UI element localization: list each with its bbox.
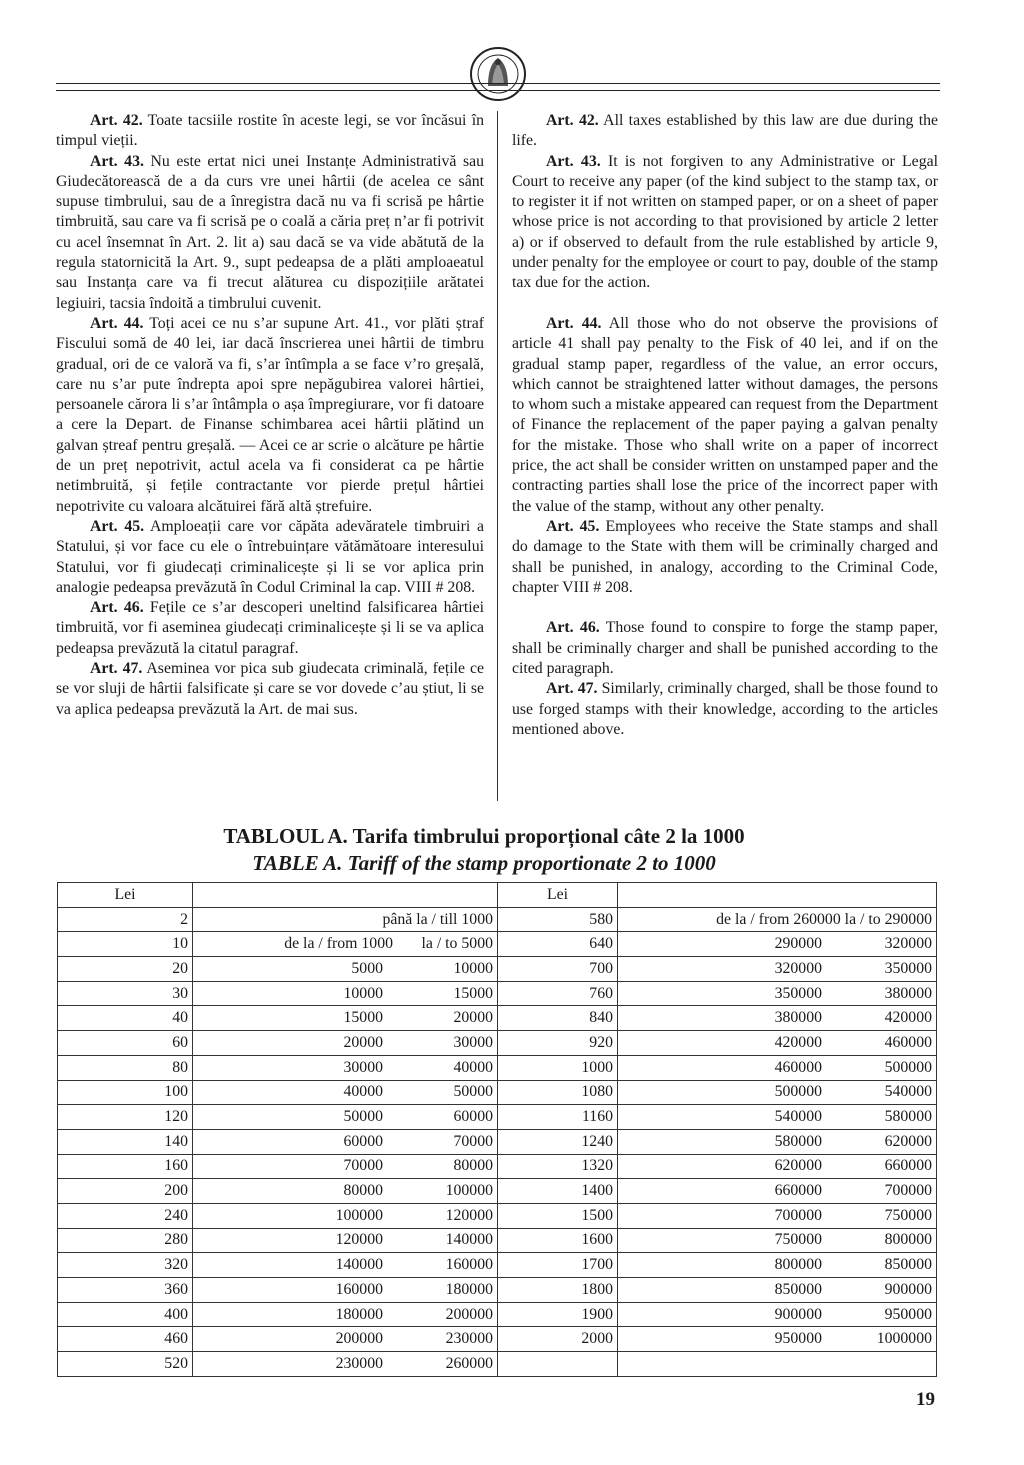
range-from: 380000 bbox=[774, 1009, 822, 1027]
range-to: 660000 bbox=[884, 1157, 932, 1175]
lei-cell: 400 bbox=[58, 1302, 193, 1327]
range-from: 180000 bbox=[335, 1305, 383, 1323]
table-header-row bbox=[58, 883, 937, 908]
article-text: Similarly, criminally charged, shall be those found to use forged stamps with their knowledge, according to the articles mentioned above. bbox=[512, 680, 938, 738]
lei-cell: 20 bbox=[58, 957, 193, 982]
lei-cell: 200 bbox=[58, 1179, 193, 1204]
range-from: 5000 bbox=[351, 959, 383, 977]
table-row bbox=[58, 1179, 937, 1204]
lei-cell: 1240 bbox=[498, 1129, 618, 1154]
tariff-table-body bbox=[58, 907, 937, 1376]
lei-cell bbox=[498, 1352, 618, 1377]
lei-cell: 2000 bbox=[498, 1327, 618, 1352]
range-from: 160000 bbox=[335, 1280, 383, 1298]
range-cell bbox=[193, 981, 498, 1006]
range-to: 70000 bbox=[453, 1132, 493, 1150]
range-to: 580000 bbox=[884, 1108, 932, 1126]
header-rule-bottom bbox=[56, 90, 940, 91]
range-cell bbox=[193, 1080, 498, 1105]
lei-cell: 320 bbox=[58, 1253, 193, 1278]
range-to: 320000 bbox=[884, 935, 932, 953]
table-row bbox=[58, 1203, 937, 1228]
range-cell bbox=[193, 1006, 498, 1031]
table-row bbox=[58, 1253, 937, 1278]
range-from: 320000 bbox=[774, 959, 822, 977]
article-text: Aseminea vor pica sub giudecata criminală, fețile ce se vor sluji de hârtii falsificate și care se vor dovede c’au știut, li se va aplica pedeapsa prevăzută la Art. de mai sus. bbox=[56, 660, 485, 718]
range-cell bbox=[193, 1278, 498, 1303]
range-from: 460000 bbox=[774, 1058, 822, 1076]
range-from: 290000 bbox=[774, 935, 822, 953]
table-row bbox=[58, 1278, 937, 1303]
range-from: 660000 bbox=[774, 1182, 822, 1200]
article-number: Art. 46. bbox=[546, 619, 600, 637]
range-cell: de la / from 260000 la / to 290000 bbox=[618, 907, 937, 932]
range-from: 950000 bbox=[774, 1330, 822, 1348]
range-cell bbox=[618, 1278, 937, 1303]
article-text: Employees who receive the State stamps and shall do damage to the State with them will be criminally charged and shall be punished, in analogy, according to the Criminal Code, chapter VIII # 208. bbox=[512, 517, 939, 596]
range-cell bbox=[618, 957, 937, 982]
range-from: 700000 bbox=[774, 1206, 822, 1224]
range-cell bbox=[618, 1253, 937, 1278]
article-paragraph bbox=[56, 314, 484, 517]
range-cell bbox=[193, 1105, 498, 1130]
table-row bbox=[58, 932, 937, 957]
range-from: 60000 bbox=[343, 1132, 383, 1150]
article-text: Fețile ce s’ar descoperi uneltind falsificarea hârtiei timbruită, vor fi aseminea giudecați criminalicește și li se va aplica pedeapsa prevăzută la citatul paragraf. bbox=[56, 599, 484, 657]
range-from: 420000 bbox=[774, 1033, 822, 1051]
table-row bbox=[58, 1129, 937, 1154]
article-text: Toate tacsiile rostite în aceste legi, se vor încăsui în timpul vieții. bbox=[56, 112, 484, 150]
lei-cell: 580 bbox=[498, 907, 618, 932]
lei-cell: 520 bbox=[58, 1352, 193, 1377]
lei-cell: 280 bbox=[58, 1228, 193, 1253]
header-rule-top bbox=[56, 83, 940, 84]
lei-cell: 10 bbox=[58, 932, 193, 957]
range-cell bbox=[618, 1080, 937, 1105]
range-from: 540000 bbox=[774, 1108, 822, 1126]
lei-cell: 30 bbox=[58, 981, 193, 1006]
range-to: 260000 bbox=[445, 1354, 493, 1372]
range-from: 80000 bbox=[343, 1182, 383, 1200]
article-paragraph bbox=[512, 517, 938, 598]
range-to: la / to 5000 bbox=[421, 935, 493, 953]
article-number: Art. 47. bbox=[546, 680, 598, 698]
lei-cell: 640 bbox=[498, 932, 618, 957]
range-cell bbox=[193, 957, 498, 982]
article-number: Art. 43. bbox=[546, 152, 601, 170]
column-header-lei-left: Lei bbox=[58, 883, 193, 908]
range-from: 70000 bbox=[343, 1157, 383, 1175]
article-paragraph bbox=[56, 517, 484, 598]
article-text: Amploeații care vor căpăta adevăratele timbruiri a Statului, și vor face cu ele o întrebuințare vătămătoare interesului Statului, vor fi giudecați criminalicește și li se vor aplica prin analogie pedeapsa prevăzută în Codul Criminal la cap. VIII # 208. bbox=[56, 517, 485, 596]
table-row bbox=[58, 907, 937, 932]
range-from: 620000 bbox=[774, 1157, 822, 1175]
range-from: 140000 bbox=[335, 1256, 383, 1274]
lei-cell: 60 bbox=[58, 1031, 193, 1056]
range-to: 950000 bbox=[884, 1305, 932, 1323]
range-cell bbox=[618, 1228, 937, 1253]
range-cell bbox=[618, 1006, 937, 1031]
table-row bbox=[58, 1006, 937, 1031]
range-cell bbox=[193, 1129, 498, 1154]
article-number: Art. 46. bbox=[90, 599, 144, 617]
range-cell bbox=[618, 1154, 937, 1179]
article-paragraph bbox=[56, 152, 484, 314]
range-from: 230000 bbox=[335, 1354, 383, 1372]
range-from: de la / from 1000 bbox=[284, 935, 393, 953]
lei-cell: 100 bbox=[58, 1080, 193, 1105]
range-from: 800000 bbox=[774, 1256, 822, 1274]
lei-cell: 840 bbox=[498, 1006, 618, 1031]
range-to: 500000 bbox=[884, 1058, 932, 1076]
table-row bbox=[58, 1055, 937, 1080]
range-cell bbox=[193, 1253, 498, 1278]
page-number: 19 bbox=[916, 1389, 935, 1410]
article-number: Art. 45. bbox=[90, 517, 145, 535]
range-to: 620000 bbox=[884, 1132, 932, 1150]
lei-cell: 1320 bbox=[498, 1154, 618, 1179]
range-cell bbox=[193, 932, 498, 957]
range-to: 10000 bbox=[453, 959, 493, 977]
lei-cell: 1800 bbox=[498, 1278, 618, 1303]
lei-cell: 120 bbox=[58, 1105, 193, 1130]
article-number: Art. 44. bbox=[546, 314, 602, 332]
range-from: 30000 bbox=[343, 1058, 383, 1076]
lei-cell: 1080 bbox=[498, 1080, 618, 1105]
range-from: 10000 bbox=[343, 984, 383, 1002]
article-paragraph bbox=[512, 152, 938, 294]
range-to: 750000 bbox=[884, 1206, 932, 1224]
range-from: 850000 bbox=[774, 1280, 822, 1298]
table-row bbox=[58, 1105, 937, 1130]
column-header-lei-right: Lei bbox=[498, 883, 618, 908]
article-paragraph bbox=[56, 111, 484, 152]
range-from: 20000 bbox=[343, 1033, 383, 1051]
range-to: 20000 bbox=[453, 1009, 493, 1027]
lei-cell: 1900 bbox=[498, 1302, 618, 1327]
column-header-range-left bbox=[193, 883, 498, 908]
article-paragraph bbox=[512, 111, 938, 152]
lei-cell: 700 bbox=[498, 957, 618, 982]
range-to: 230000 bbox=[445, 1330, 493, 1348]
range-cell bbox=[193, 1228, 498, 1253]
lei-cell: 40 bbox=[58, 1006, 193, 1031]
lei-cell: 1000 bbox=[498, 1055, 618, 1080]
article-number: Art. 42. bbox=[546, 112, 599, 129]
range-cell bbox=[618, 1203, 937, 1228]
table-title-romanian: TABLOUL A. Tarifa timbrului proporțional câte 2 la 1000 bbox=[223, 824, 745, 848]
table-row bbox=[58, 957, 937, 982]
lei-cell: 1400 bbox=[498, 1179, 618, 1204]
article-text: It is not forgiven to any Administrative or Legal Court to receive any paper (of the kind subject to the stamp tax, or to register it if not written on stamped paper, or on a sheet of paper whose price is not according to that provisioned by article 2 letter a) or if observed to default from the rule established by article 9, under penalty for the employee or court to pay, double of the stamp tax due for the action. bbox=[512, 152, 938, 292]
table-row bbox=[58, 981, 937, 1006]
lei-cell: 1500 bbox=[498, 1203, 618, 1228]
range-cell bbox=[618, 1179, 937, 1204]
romanian-text-column bbox=[56, 111, 484, 720]
range-to: 140000 bbox=[445, 1231, 493, 1249]
tariff-table bbox=[57, 882, 937, 1377]
article-paragraph bbox=[512, 314, 938, 517]
lei-cell: 360 bbox=[58, 1278, 193, 1303]
range-from: 750000 bbox=[774, 1231, 822, 1249]
range-to: 200000 bbox=[445, 1305, 493, 1323]
article-number: Art. 44. bbox=[90, 314, 144, 332]
lei-cell: 1600 bbox=[498, 1228, 618, 1253]
range-to: 420000 bbox=[884, 1009, 932, 1027]
range-from: 500000 bbox=[774, 1083, 822, 1101]
article-text: Those found to conspire to forge the stamp paper, shall be criminally charger and shall be punished according to the cited paragraph. bbox=[512, 619, 939, 678]
range-cell bbox=[618, 1352, 937, 1377]
range-cell bbox=[618, 1055, 937, 1080]
column-header-range-right bbox=[618, 883, 937, 908]
range-cell bbox=[618, 932, 937, 957]
range-to: 160000 bbox=[445, 1256, 493, 1274]
lei-cell: 160 bbox=[58, 1154, 193, 1179]
seal-emblem-icon bbox=[466, 46, 530, 102]
lei-cell: 240 bbox=[58, 1203, 193, 1228]
lei-cell: 1700 bbox=[498, 1253, 618, 1278]
range-to: 80000 bbox=[453, 1157, 493, 1175]
range-to: 350000 bbox=[884, 959, 932, 977]
range-to: 800000 bbox=[884, 1231, 932, 1249]
lei-cell: 460 bbox=[58, 1327, 193, 1352]
range-to: 30000 bbox=[453, 1033, 493, 1051]
range-cell bbox=[618, 1031, 937, 1056]
lei-cell: 1160 bbox=[498, 1105, 618, 1130]
range-cell bbox=[618, 981, 937, 1006]
range-to: 850000 bbox=[884, 1256, 932, 1274]
range-cell bbox=[193, 1179, 498, 1204]
range-to: 50000 bbox=[453, 1083, 493, 1101]
article-paragraph bbox=[56, 659, 484, 720]
range-from: 50000 bbox=[343, 1108, 383, 1126]
lei-cell: 140 bbox=[58, 1129, 193, 1154]
range-to: 900000 bbox=[884, 1280, 932, 1298]
range-to: 60000 bbox=[453, 1108, 493, 1126]
range-cell bbox=[193, 1352, 498, 1377]
range-from: 900000 bbox=[774, 1305, 822, 1323]
range-cell bbox=[193, 1327, 498, 1352]
lei-cell: 80 bbox=[58, 1055, 193, 1080]
article-paragraph bbox=[512, 618, 938, 679]
range-to: 540000 bbox=[884, 1083, 932, 1101]
article-number: Art. 47. bbox=[90, 660, 143, 678]
range-from: 15000 bbox=[343, 1009, 383, 1027]
range-from: 200000 bbox=[335, 1330, 383, 1348]
range-to: 180000 bbox=[445, 1280, 493, 1298]
column-divider bbox=[497, 111, 498, 801]
table-row bbox=[58, 1352, 937, 1377]
range-to: 700000 bbox=[884, 1182, 932, 1200]
range-from: 120000 bbox=[335, 1231, 383, 1249]
range-cell bbox=[618, 1129, 937, 1154]
article-text: All those who do not observe the provisions of article 41 shall pay penalty to the Fisk of 40 lei, and if on the gradual stamp paper, regardless of the value, an error occurs, which cannot be straightened latter without damages, the persons to whom such a mistake appeared can request from the Department of Finance the replacement of the paper paying a galvan penalty for the mistake. Those who shall write on a paper of incorrect price, the act shall be consider written on unstamped paper and the contracting parties shall lose the price of the incorrect paper with the value of the stamp, without any other penalty. bbox=[512, 314, 938, 515]
article-text: Toți acei ce nu s’ar supune Art. 41., vor plăti ștraf Fiscului somă de 40 lei, iar dacă înscrierea unei hârtii de timbru gradual, ori de ce valoră va fi, s’ar întîmpla a se face v’ro greșală, care nu s’ar pute îndrepta apoi spre nepăgubirea valorei hârtiei, persoanele cărora li s’ar întâmpla o așa împregiurare, vor fi datoare a cere la Depart. de Finanse schimbarea acei hârtii plătind un galvan ștreaf pentru greșală. — Acei ce ar scrie o alcăture pe hârtie de un preț nepotrivit, actul acela va fi considerat ca pe hârtie netimbruită, și fețile contractante vor pierde prețul hârtiei nepotrivite cu valoara alcătuirei fără altă ștrefuire. bbox=[56, 314, 484, 515]
article-paragraph bbox=[56, 598, 484, 659]
range-cell bbox=[618, 1105, 937, 1130]
lei-cell: 920 bbox=[498, 1031, 618, 1056]
article-number: Art. 42. bbox=[90, 112, 143, 129]
article-paragraph bbox=[512, 679, 938, 740]
table-row bbox=[58, 1080, 937, 1105]
table-row bbox=[58, 1154, 937, 1179]
range-cell: până la / till 1000 bbox=[193, 907, 498, 932]
article-number: Art. 45. bbox=[546, 517, 600, 535]
range-to: 15000 bbox=[453, 984, 493, 1002]
range-cell bbox=[193, 1302, 498, 1327]
range-from: 100000 bbox=[335, 1206, 383, 1224]
range-to: 380000 bbox=[884, 984, 932, 1002]
range-to: 460000 bbox=[884, 1033, 932, 1051]
article-text: All taxes established by this law are due during the life. bbox=[512, 112, 938, 150]
range-to: 40000 bbox=[453, 1058, 493, 1076]
range-cell bbox=[193, 1031, 498, 1056]
table-row bbox=[58, 1302, 937, 1327]
table-title-english: TABLE A. Tariff of the stamp proportionate 2 to 1000 bbox=[252, 851, 716, 875]
table-row bbox=[58, 1327, 937, 1352]
range-to: 100000 bbox=[445, 1182, 493, 1200]
range-cell bbox=[618, 1302, 937, 1327]
english-text-column bbox=[512, 111, 938, 740]
article-text: Nu este ertat nici unei Instanțe Administrativă sau Giudecătorească de a da curs vre unei hârtii (de acelea ce sânt supuse timbrului, sau de a înregistra dacă nu va fi scrisă pe hârtie timbruită, sau care va fi scrisă pe o coală a căria preț n’ar fi potrivit cu acel însemnat în Art. 2. lit a) sau dacă se va vide abătută de la regula statornicită la Art. 9., supt pedeapsa de a plăti amploaeatul sau Instanța care va fi trecut alăturea cu dispozițiile arătatei legiuiri, tacsia îndoită a timbrului cuvenit. bbox=[56, 152, 485, 312]
range-from: 40000 bbox=[343, 1083, 383, 1101]
range-from: 580000 bbox=[774, 1132, 822, 1150]
lei-cell: 2 bbox=[58, 907, 193, 932]
article-number: Art. 43. bbox=[90, 152, 144, 170]
table-row bbox=[58, 1228, 937, 1253]
table-row bbox=[58, 1031, 937, 1056]
range-to: 120000 bbox=[445, 1206, 493, 1224]
range-cell bbox=[193, 1055, 498, 1080]
range-cell bbox=[618, 1327, 937, 1352]
range-to: 1000000 bbox=[876, 1330, 932, 1348]
lei-cell: 760 bbox=[498, 981, 618, 1006]
range-cell bbox=[193, 1203, 498, 1228]
range-from: 350000 bbox=[774, 984, 822, 1002]
range-cell bbox=[193, 1154, 498, 1179]
